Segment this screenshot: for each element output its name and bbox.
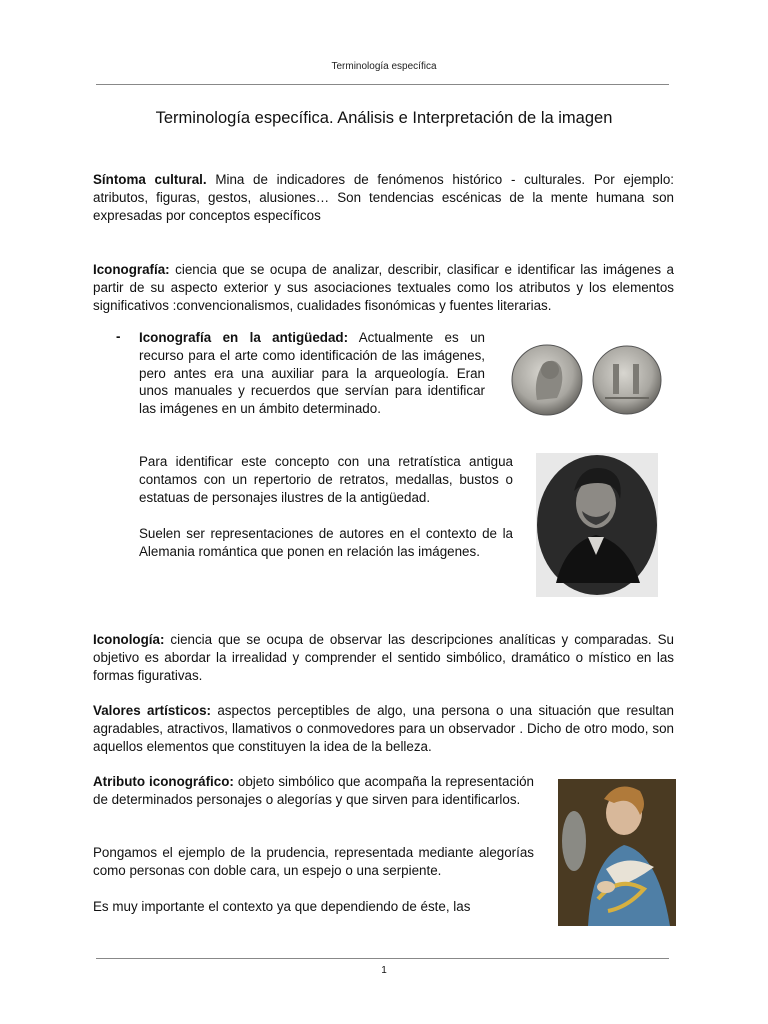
term-iconologia: Iconología: <box>93 632 165 647</box>
paragraph-valores <box>93 702 674 755</box>
paragraph-atributo <box>93 773 534 809</box>
term-antiguedad: Iconografía en la antigüedad: <box>139 330 349 345</box>
painting-image <box>558 779 676 926</box>
running-header: Terminología específica <box>331 61 437 72</box>
header-rule <box>96 84 669 85</box>
term-iconografia: Iconografía: <box>93 262 170 277</box>
text-iconografia: ciencia que se ocupa de analizar, describir, clasificar e identificar las imágenes a partir de su aspecto exterior y sus asociaciones textuales como los atributos y los elementos significativos :convencionalismos, cualidades fisonómicas y fuentes literarias. <box>93 262 674 313</box>
term-valores: Valores artísticos: <box>93 703 211 718</box>
paragraph-contexto: Es muy importante el contexto ya que dependiendo de éste, las <box>93 899 471 914</box>
bullet-dash: - <box>116 329 121 344</box>
document-title: Terminología específica. Análisis e Interpretación de la imagen <box>155 109 613 127</box>
paragraph-iconologia <box>93 631 674 684</box>
footer-rule <box>96 958 669 959</box>
term-sintoma: Síntoma cultural. <box>93 172 207 187</box>
term-atributo: Atributo iconográfico: <box>93 774 234 789</box>
paragraph-sintoma <box>93 171 674 224</box>
coins-image <box>505 340 669 420</box>
paragraph-prudencia: Pongamos el ejemplo de la prudencia, representada mediante alegorías como personas con doble cara, un espejo o una serpiente. <box>93 845 534 878</box>
paragraph-antiguedad <box>139 329 485 418</box>
paragraph-iconografia <box>93 261 674 314</box>
text-iconologia: ciencia que se ocupa de observar las descripciones analíticas y comparadas. Su objetivo es abordar la irrealidad y comprender el sentido simbólico, dramático o místico en las formas figurativas. <box>93 632 674 683</box>
paragraph-autores: Suelen ser representaciones de autores en el contexto de la Alemania romántica que ponen en relación las imágenes. <box>139 526 513 559</box>
text-sintoma: Mina de indicadores de fenómenos histórico - culturales. Por ejemplo: atributos, figuras, gestos, alusiones… Son tendencias escénicas de la mente humana son expresadas por conceptos específicos <box>93 172 674 223</box>
text-atributo: objeto simbólico que acompaña la representación de determinados personajes o alegorías y que sirven para identificarlos. <box>93 774 535 807</box>
text-valores: aspectos perceptibles de algo, una persona o una situación que resultan agradables, atractivos, llamativos o conmovedores para un observador . Dicho de otro modo, son aquellos elementos que constituyen la idea de la belleza. <box>93 703 674 754</box>
paragraph-retratistica: Para identificar este concepto con una retratística antigua contamos con un repertorio de retratos, medallas, bustos o estatuas de personajes ilustres de la antigüedad. <box>139 454 513 505</box>
text-antiguedad: Actualmente es un recurso para el arte como identificación de las imágenes, pero antes era una auxiliar para la arqueología. Eran unos manuales y recuerdos que servían para identificar las imágenes en un ámbito determinado. <box>139 330 485 417</box>
portrait-image <box>536 453 658 597</box>
page-number: 1 <box>381 965 387 976</box>
